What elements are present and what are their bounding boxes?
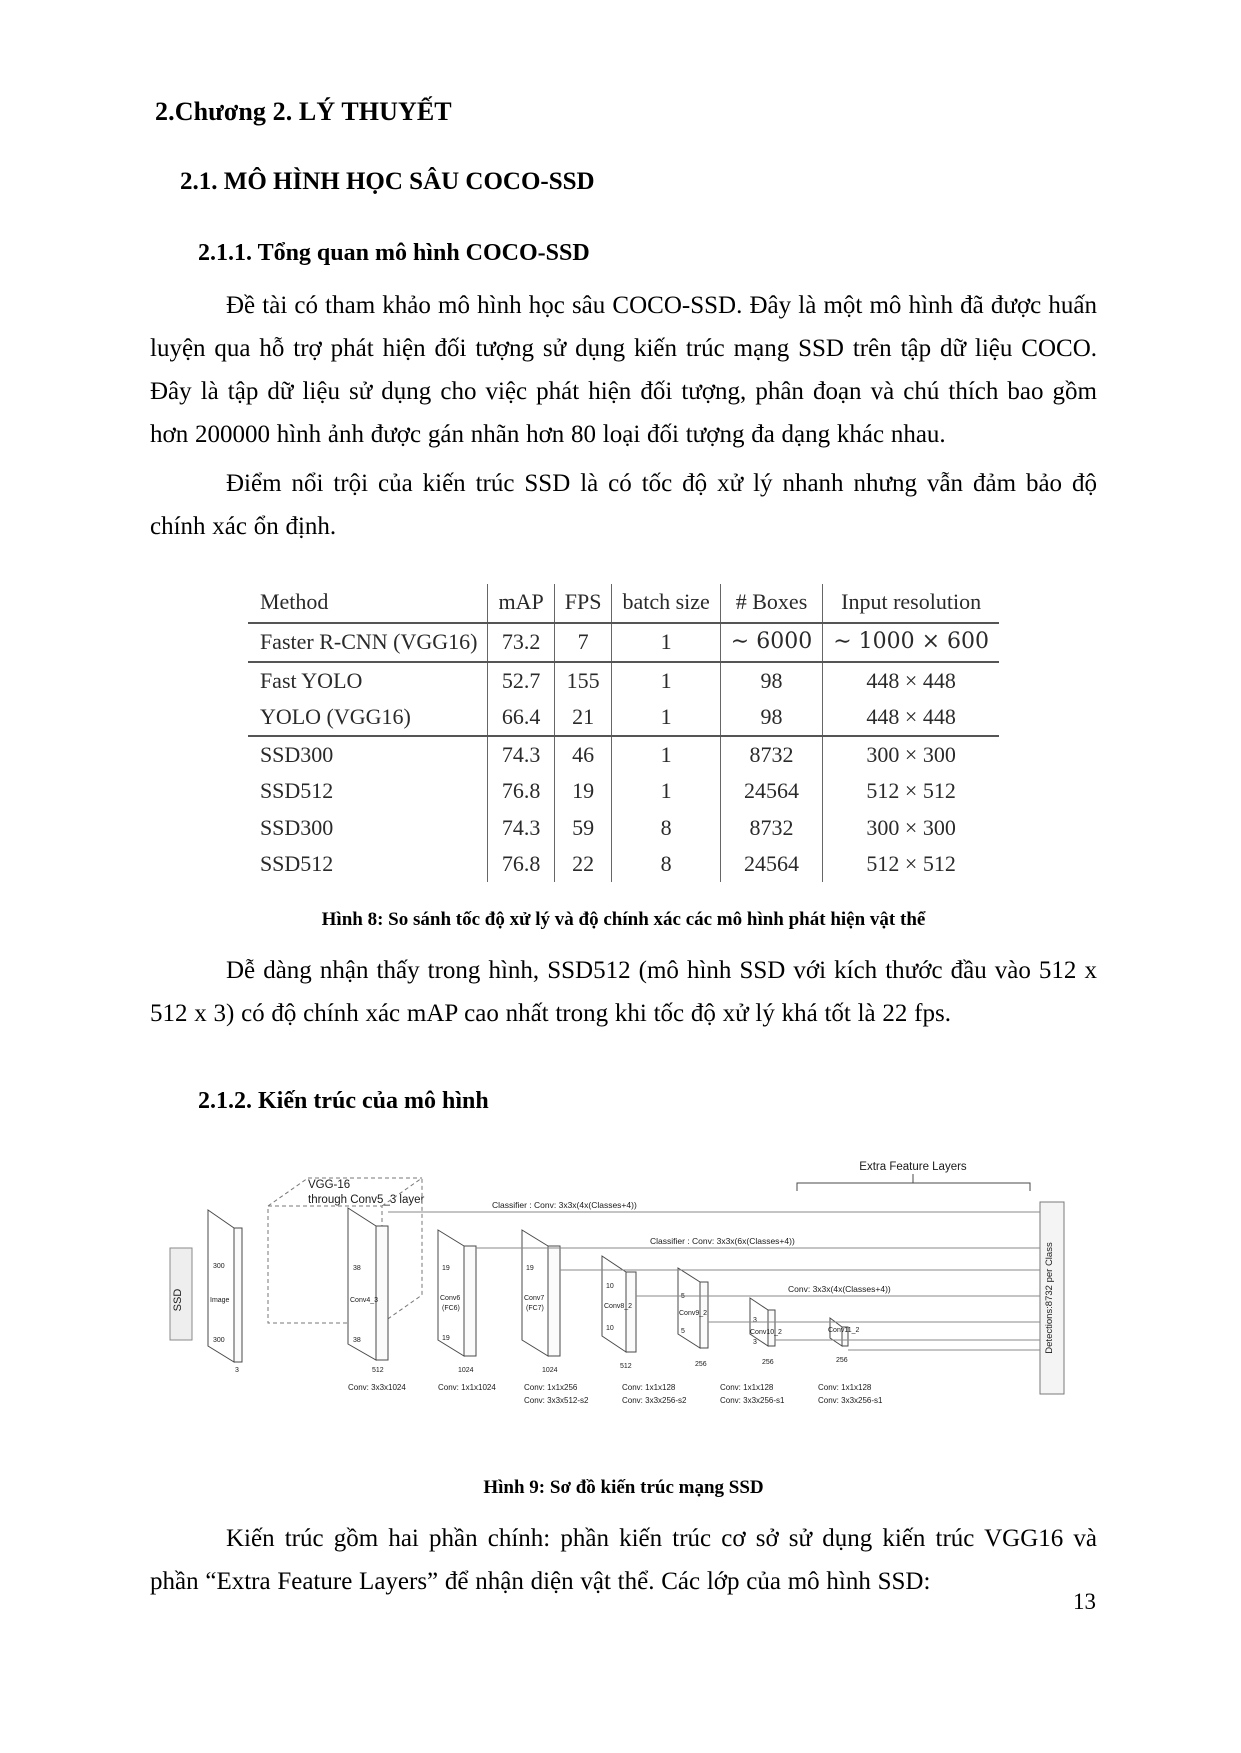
cell-fps: 21 (554, 699, 612, 736)
cell-method: SSD300 (259, 742, 334, 768)
cell-map: 74.3 (488, 810, 554, 846)
label-input-300-b: 300 (213, 1336, 225, 1344)
label-3-a: 3 (753, 1316, 757, 1324)
cell-batch: 1 (612, 773, 720, 809)
cell-batch: 8 (612, 810, 720, 846)
label-ssd: SSD (172, 1288, 184, 1312)
label-256-c: 256 (836, 1356, 848, 1364)
label-conv6: Conv6 (440, 1294, 461, 1302)
cell-batch: 1 (612, 662, 720, 699)
label-38-a: 38 (353, 1264, 361, 1272)
label-19-a: 19 (442, 1264, 450, 1272)
cell-map: 52.7 (488, 662, 554, 699)
label-19-b: 19 (442, 1334, 450, 1342)
table-body (248, 623, 999, 882)
figure-8-table-wrapper (150, 584, 1097, 882)
label-bottom-conv-5b: Conv: 3x3x256-s1 (720, 1395, 785, 1405)
column-header-map: mAP (488, 584, 554, 623)
section-heading-2-1: 2.1. MÔ HÌNH HỌC SÂU COCO-SSD (180, 168, 595, 196)
cell-method: SSD512 (259, 778, 334, 804)
cell-fps: 155 (554, 662, 612, 699)
label-bottom-conv-2: Conv: 1x1x1024 (438, 1382, 496, 1392)
label-3-b: 3 (753, 1338, 757, 1346)
page-content (150, 96, 1097, 1603)
cell-method: Fast YOLO (259, 667, 363, 693)
label-classifier-extra: Conv: 3x3x(4x(Classes+4)) (788, 1283, 891, 1294)
cell-resolution: 512 × 512 (823, 773, 999, 809)
table-row (248, 773, 999, 809)
cell-map: 76.8 (488, 846, 554, 882)
label-extra-feature-layers: Extra Feature Layers (859, 1160, 967, 1173)
label-bottom-conv-4a: Conv: 1x1x128 (622, 1382, 676, 1392)
label-256-b: 256 (762, 1358, 774, 1366)
label-bottom-conv-6a: Conv: 1x1x128 (818, 1382, 872, 1392)
column-header-batch-size: batch size (612, 584, 720, 623)
cell-boxes: 8732 (720, 736, 822, 773)
column-header-method: Method (248, 584, 488, 623)
label-image: Image (210, 1296, 230, 1304)
label-vgg16-through: through Conv5_3 layer (308, 1193, 425, 1206)
label-conv7: Conv7 (524, 1294, 545, 1302)
cell-batch: 1 (612, 736, 720, 773)
paragraph-ssd512-note: Dễ dàng nhận thấy trong hình, SSD512 (mô hình SSD với kích thước đầu vào 512 x 512 x 3) có độ chính xác mAP cao nhất trong khi tốc độ xử lý khá tốt là 22 fps. (150, 957, 1097, 1028)
cell-boxes: 24564 (720, 773, 822, 809)
label-10-b: 10 (606, 1324, 614, 1332)
cell-method: SSD512 (259, 851, 334, 877)
cell-boxes: 98 (720, 662, 822, 699)
cell-boxes: 98 (720, 699, 822, 736)
figure-8-caption: Hình 8: So sánh tốc độ xử lý và độ chính xác các mô hình phát hiện vật thể (321, 909, 926, 931)
label-conv6-fc6: (FC6) (442, 1304, 460, 1312)
cell-map: 66.4 (488, 699, 554, 736)
cell-map: 74.3 (488, 736, 554, 773)
page-number: 13 (1073, 1589, 1096, 1614)
subsection-heading-2-1-2: 2.1.2. Kiến trúc của mô hình (198, 1088, 489, 1115)
label-512: 512 (372, 1366, 384, 1374)
label-bottom-conv-3b: Conv: 3x3x512-s2 (524, 1395, 589, 1405)
label-bottom-conv-6b: Conv: 3x3x256-s1 (818, 1395, 883, 1405)
label-classifier-6x: Classifier : Conv: 3x3x(6x(Classes+4)) (650, 1235, 795, 1246)
label-19-c: 19 (526, 1264, 534, 1272)
paragraph-ssd-advantage: Điểm nổi trội của kiến trúc SSD là có tốc độ xử lý nhanh nhưng vẫn đảm bảo độ chính xác ổn định. (150, 469, 1097, 540)
table-row (248, 846, 999, 882)
label-conv8-2: Conv8_2 (604, 1302, 633, 1310)
cell-batch: 1 (612, 699, 720, 736)
cell-resolution: 300 × 300 (823, 736, 999, 773)
label-conv10-2: Conv10_2 (750, 1328, 782, 1336)
label-conv9-2: Conv9_2 (679, 1309, 708, 1317)
label-512-b: 512 (620, 1362, 632, 1370)
figure-9-ssd-architecture-diagram (150, 1150, 1097, 1450)
subsection-heading-2-1-1: 2.1.1. Tổng quan mô hình COCO-SSD (198, 240, 590, 267)
label-conv4-3: Conv4_3 (350, 1296, 379, 1304)
label-bottom-conv-5a: Conv: 1x1x128 (720, 1382, 774, 1392)
cell-resolution: 512 × 512 (823, 846, 999, 882)
table-row (248, 736, 999, 773)
cell-batch: 1 (612, 623, 720, 661)
table-row (248, 623, 999, 661)
table-header-row (248, 584, 999, 623)
cell-boxes: ∼ 6000 (720, 623, 822, 661)
cell-fps: 7 (554, 623, 612, 661)
cell-resolution: 448 × 448 (823, 662, 999, 699)
cell-boxes: 24564 (720, 846, 822, 882)
cell-batch: 8 (612, 846, 720, 882)
cell-resolution: 448 × 448 (823, 699, 999, 736)
label-bottom-conv-4b: Conv: 3x3x256-s2 (622, 1395, 687, 1405)
cell-resolution: 300 × 300 (823, 810, 999, 846)
table-row (248, 662, 999, 699)
column-header-input-resolution: Input resolution (823, 584, 999, 623)
label-256-a: 256 (695, 1360, 707, 1368)
label-input-300-a: 300 (213, 1262, 225, 1270)
label-detections: Detections:8732 per Class (1044, 1242, 1055, 1354)
paragraph-architecture: Kiến trúc gồm hai phần chính: phần kiến trúc cơ sở sử dụng kiến trúc VGG16 và phần “Extra Feature Layers” để nhận diện vật thể. Các lớp của mô hình SSD: (150, 1524, 1097, 1595)
label-10-a: 10 (606, 1282, 614, 1290)
label-bottom-conv-3a: Conv: 1x1x256 (524, 1382, 578, 1392)
cell-method: YOLO (VGG16) (248, 699, 488, 736)
label-classifier-4x: Classifier : Conv: 3x3x(4x(Classes+4)) (492, 1199, 637, 1210)
cell-method: Faster R-CNN (VGG16) (248, 623, 488, 661)
cell-fps: 19 (554, 773, 612, 809)
label-conv7-fc7: (FC7) (526, 1304, 544, 1312)
chapter-heading: 2.Chương 2. LÝ THUYẾT (155, 97, 452, 126)
label-1024-a: 1024 (458, 1366, 474, 1374)
cell-boxes: 8732 (720, 810, 822, 846)
label-conv11-2: Conv11_2 (828, 1326, 860, 1334)
figure-9-caption: Hình 9: Sơ đồ kiến trúc mạng SSD (483, 1476, 764, 1498)
label-vgg16: VGG-16 (308, 1178, 351, 1191)
cell-fps: 46 (554, 736, 612, 773)
label-38-b: 38 (353, 1336, 361, 1344)
cell-map: 73.2 (488, 623, 554, 661)
cell-resolution: ∼ 1000 × 600 (823, 623, 999, 661)
label-5-b: 5 (681, 1327, 685, 1335)
performance-comparison-table (248, 584, 999, 882)
column-header-fps: FPS (554, 584, 612, 623)
cell-method: SSD300 (259, 814, 334, 840)
label-bottom-conv-1: Conv: 3x3x1024 (348, 1382, 406, 1392)
cell-map: 76.8 (488, 773, 554, 809)
table-row (248, 810, 999, 846)
label-input-3: 3 (235, 1366, 239, 1374)
table-row (248, 699, 999, 736)
paragraph-overview: Đề tài có tham khảo mô hình học sâu COCO-SSD. Đây là một mô hình đã được huấn luyện qua hỗ trợ phát hiện đối tượng sử dụng kiến trúc mạng SSD trên tập dữ liệu COCO. Đây là tập dữ liệu sử dụng cho việc phát hiện đối tượng, phân đoạn và chú thích bao gồm hơn 200000 hình ảnh được gán nhãn hơn 80 loại đối tượng đa dạng khác nhau. (150, 291, 1097, 448)
label-1024-b: 1024 (542, 1366, 558, 1374)
cell-fps: 59 (554, 810, 612, 846)
label-5-a: 5 (681, 1292, 685, 1300)
cell-fps: 22 (554, 846, 612, 882)
column-header-boxes: # Boxes (720, 584, 822, 623)
